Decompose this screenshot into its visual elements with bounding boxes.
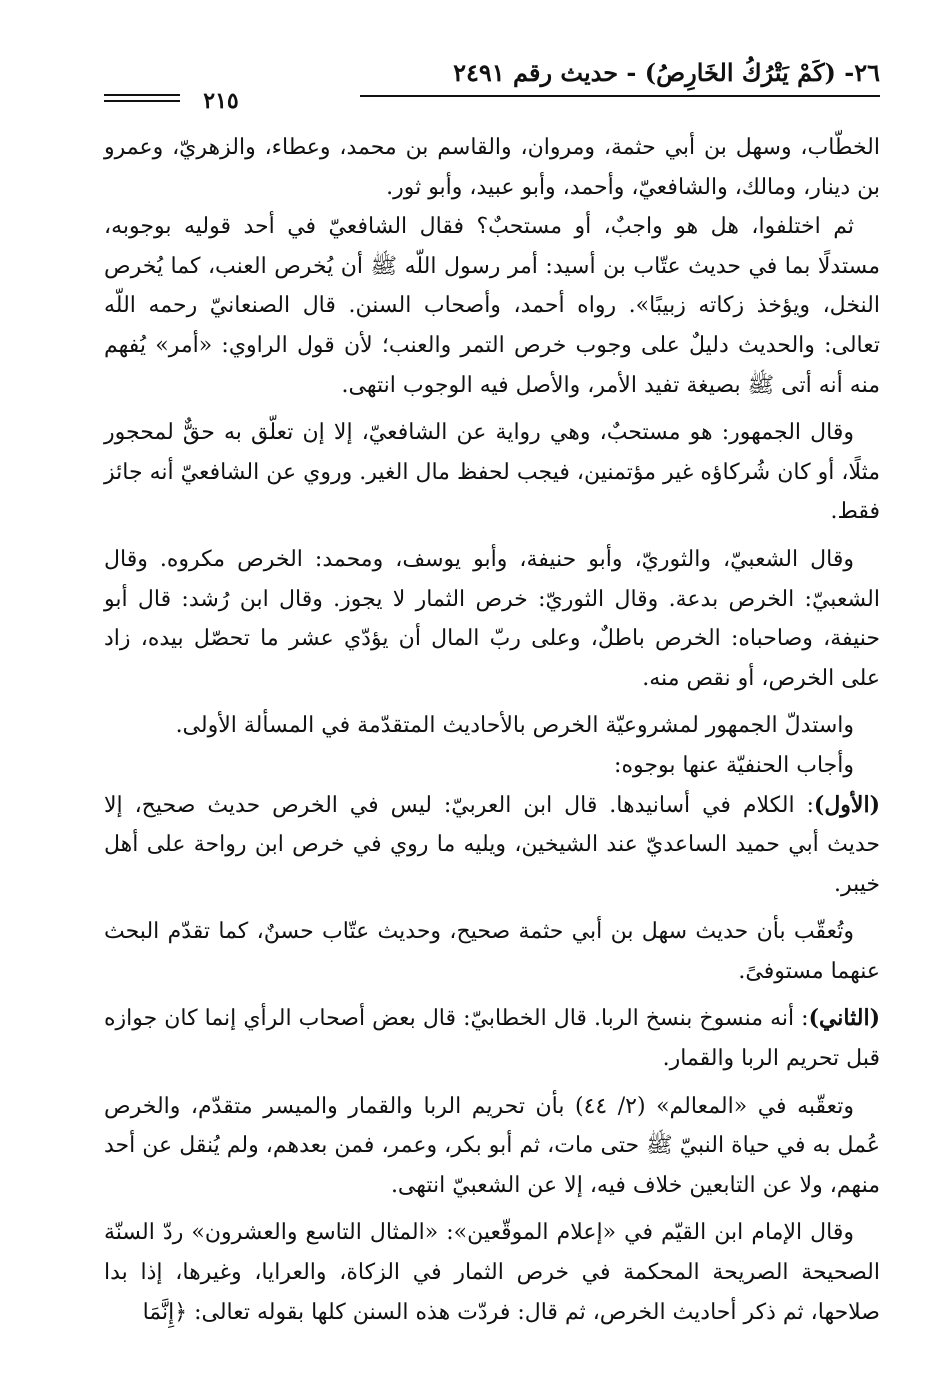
- paragraph-text: وتُعقّب بأن حديث سهل بن أبي حثمة صحيح، وحديث عتّاب حسنٌ، كما تقدّم البحث عنهما مستوفىً.: [104, 919, 880, 984]
- paragraph-text: ثم اختلفوا، هل هو واجبٌ، أو مستحبٌ؟ فقال الشافعيّ في أحد قوليه بوجوبه، مستدلًا بما في حديث عتّاب بن أسيد: أمر رسول اللّه ﷺ أن يُخرص العنب، كما يُخرص النخل، ويؤخذ زكاته زبيبًا». رواه أحمد، وأصحاب السنن. قال الصنعانيّ رحمه اللّه تعالى: والحديث دليلٌ على وجوب خرص التمر والعنب؛ لأن قول الراوي: «أمر» يُفهم منه أنه أتى ﷺ بصيغة تفيد الأمر، والأصل فيه الوجوب انتهى.: [104, 214, 880, 398]
- paragraph-text: واستدلّ الجمهور لمشروعيّة الخرص بالأحاديث المتقدّمة في المسألة الأولى.: [175, 713, 854, 739]
- paragraph: [104, 912, 880, 991]
- paragraph: [104, 746, 880, 786]
- paragraph-text: وقال الإمام ابن القيّم في «إعلام الموقّعين»: «المثال التاسع والعشرون» ردّ السنّة الصحيحة الصريحة المحكمة في خرص الثمار في الزكاة، والعرايا، وغيرها، إذا بدا صلاحها، ثم ذكر أحاديث الخرص، ثم قال: فردّت هذه السنن كلها بقوله تعالى: ﴿إِنَّمَا: [104, 1220, 880, 1325]
- paragraph-text: وتعقّبه في «المعالم» (٢/ ٤٤) بأن تحريم الربا والقمار والميسر متقدّم، والخرص عُمل به في حياة النبيّ ﷺ حتى مات، ثم أبو بكر، وعمر، فمن بعدهم، ولم يُنقل عن أحد منهم، ولا عن التابعين خلاف فيه، إلا عن الشعبيّ انتهى.: [104, 1093, 880, 1198]
- paragraph: [104, 706, 880, 746]
- paragraph: [104, 128, 880, 207]
- paragraph: [104, 207, 880, 405]
- paragraph: [104, 540, 880, 698]
- page-number: ٢١٥: [203, 88, 239, 114]
- paragraph-text: وقال الجمهور: هو مستحبٌ، وهي رواية عن الشافعيّ، إلا إن تعلّق به حقٌّ لمحجور مثلًا، أو كان شُركاؤه غير مؤتمنين، فيجب لحفظ مال الغير. وروي عن الشافعيّ أنه جائز فقط.: [104, 420, 880, 525]
- paragraph-text: وأجاب الحنفيّة عنها بوجوه:: [614, 752, 854, 778]
- point-label: (الثاني): [808, 1005, 880, 1032]
- paragraph-text: : أنه منسوخ بنسخ الربا. قال الخطابيّ: قال بعض أصحاب الرأي إنما كان جوازه قبل تحريم الربا والقمار.: [104, 1006, 880, 1072]
- running-title: ٢٦- (كَمْ يَتْرُكُ الخَارِصُ) - حديث رقم ٢٤٩١: [453, 58, 880, 87]
- paragraph-text: وقال الشعبيّ، والثوريّ، وأبو حنيفة، وأبو يوسف، ومحمد: الخرص مكروه. وقال الشعبيّ: الخرص بدعة. وقال الثوريّ: خرص الثمار لا يجوز. وقال ابن رُشد: قال أبو حنيفة، وصاحباه: الخرص باطلٌ، وعلى ربّ المال أن يؤدّي عشر ما تحصّل بيده، زاد على الخرص، أو نقص منه.: [104, 546, 880, 691]
- paragraph: [104, 786, 880, 905]
- header-rule: [360, 95, 880, 97]
- paragraph: [104, 1213, 880, 1332]
- header-double-rule: [104, 94, 180, 106]
- point-label: (الأول): [813, 791, 880, 818]
- paragraph-text: : الكلام في أسانيدها. قال ابن العربيّ: ليس في الخرص حديث صحيح، إلا حديث أبي حميد الساعديّ عند الشيخين، ويليه ما روي في خرص ابن رواحة على أهل خيبر.: [104, 792, 880, 897]
- body-text: [104, 128, 880, 1332]
- paragraph: [104, 1087, 880, 1206]
- rule-line: [104, 94, 180, 96]
- paragraph: [104, 999, 880, 1078]
- page-header: [104, 52, 880, 112]
- paragraph-text: الخطّاب، وسهل بن أبي حثمة، ومروان، والقاسم بن محمد، وعطاء، والزهريّ، وعمرو بن دينار، ومالك، والشافعيّ، وأحمد، وأبو عبيد، وأبو ثور.: [104, 135, 880, 200]
- paragraph: [104, 413, 880, 532]
- rule-line: [104, 100, 180, 102]
